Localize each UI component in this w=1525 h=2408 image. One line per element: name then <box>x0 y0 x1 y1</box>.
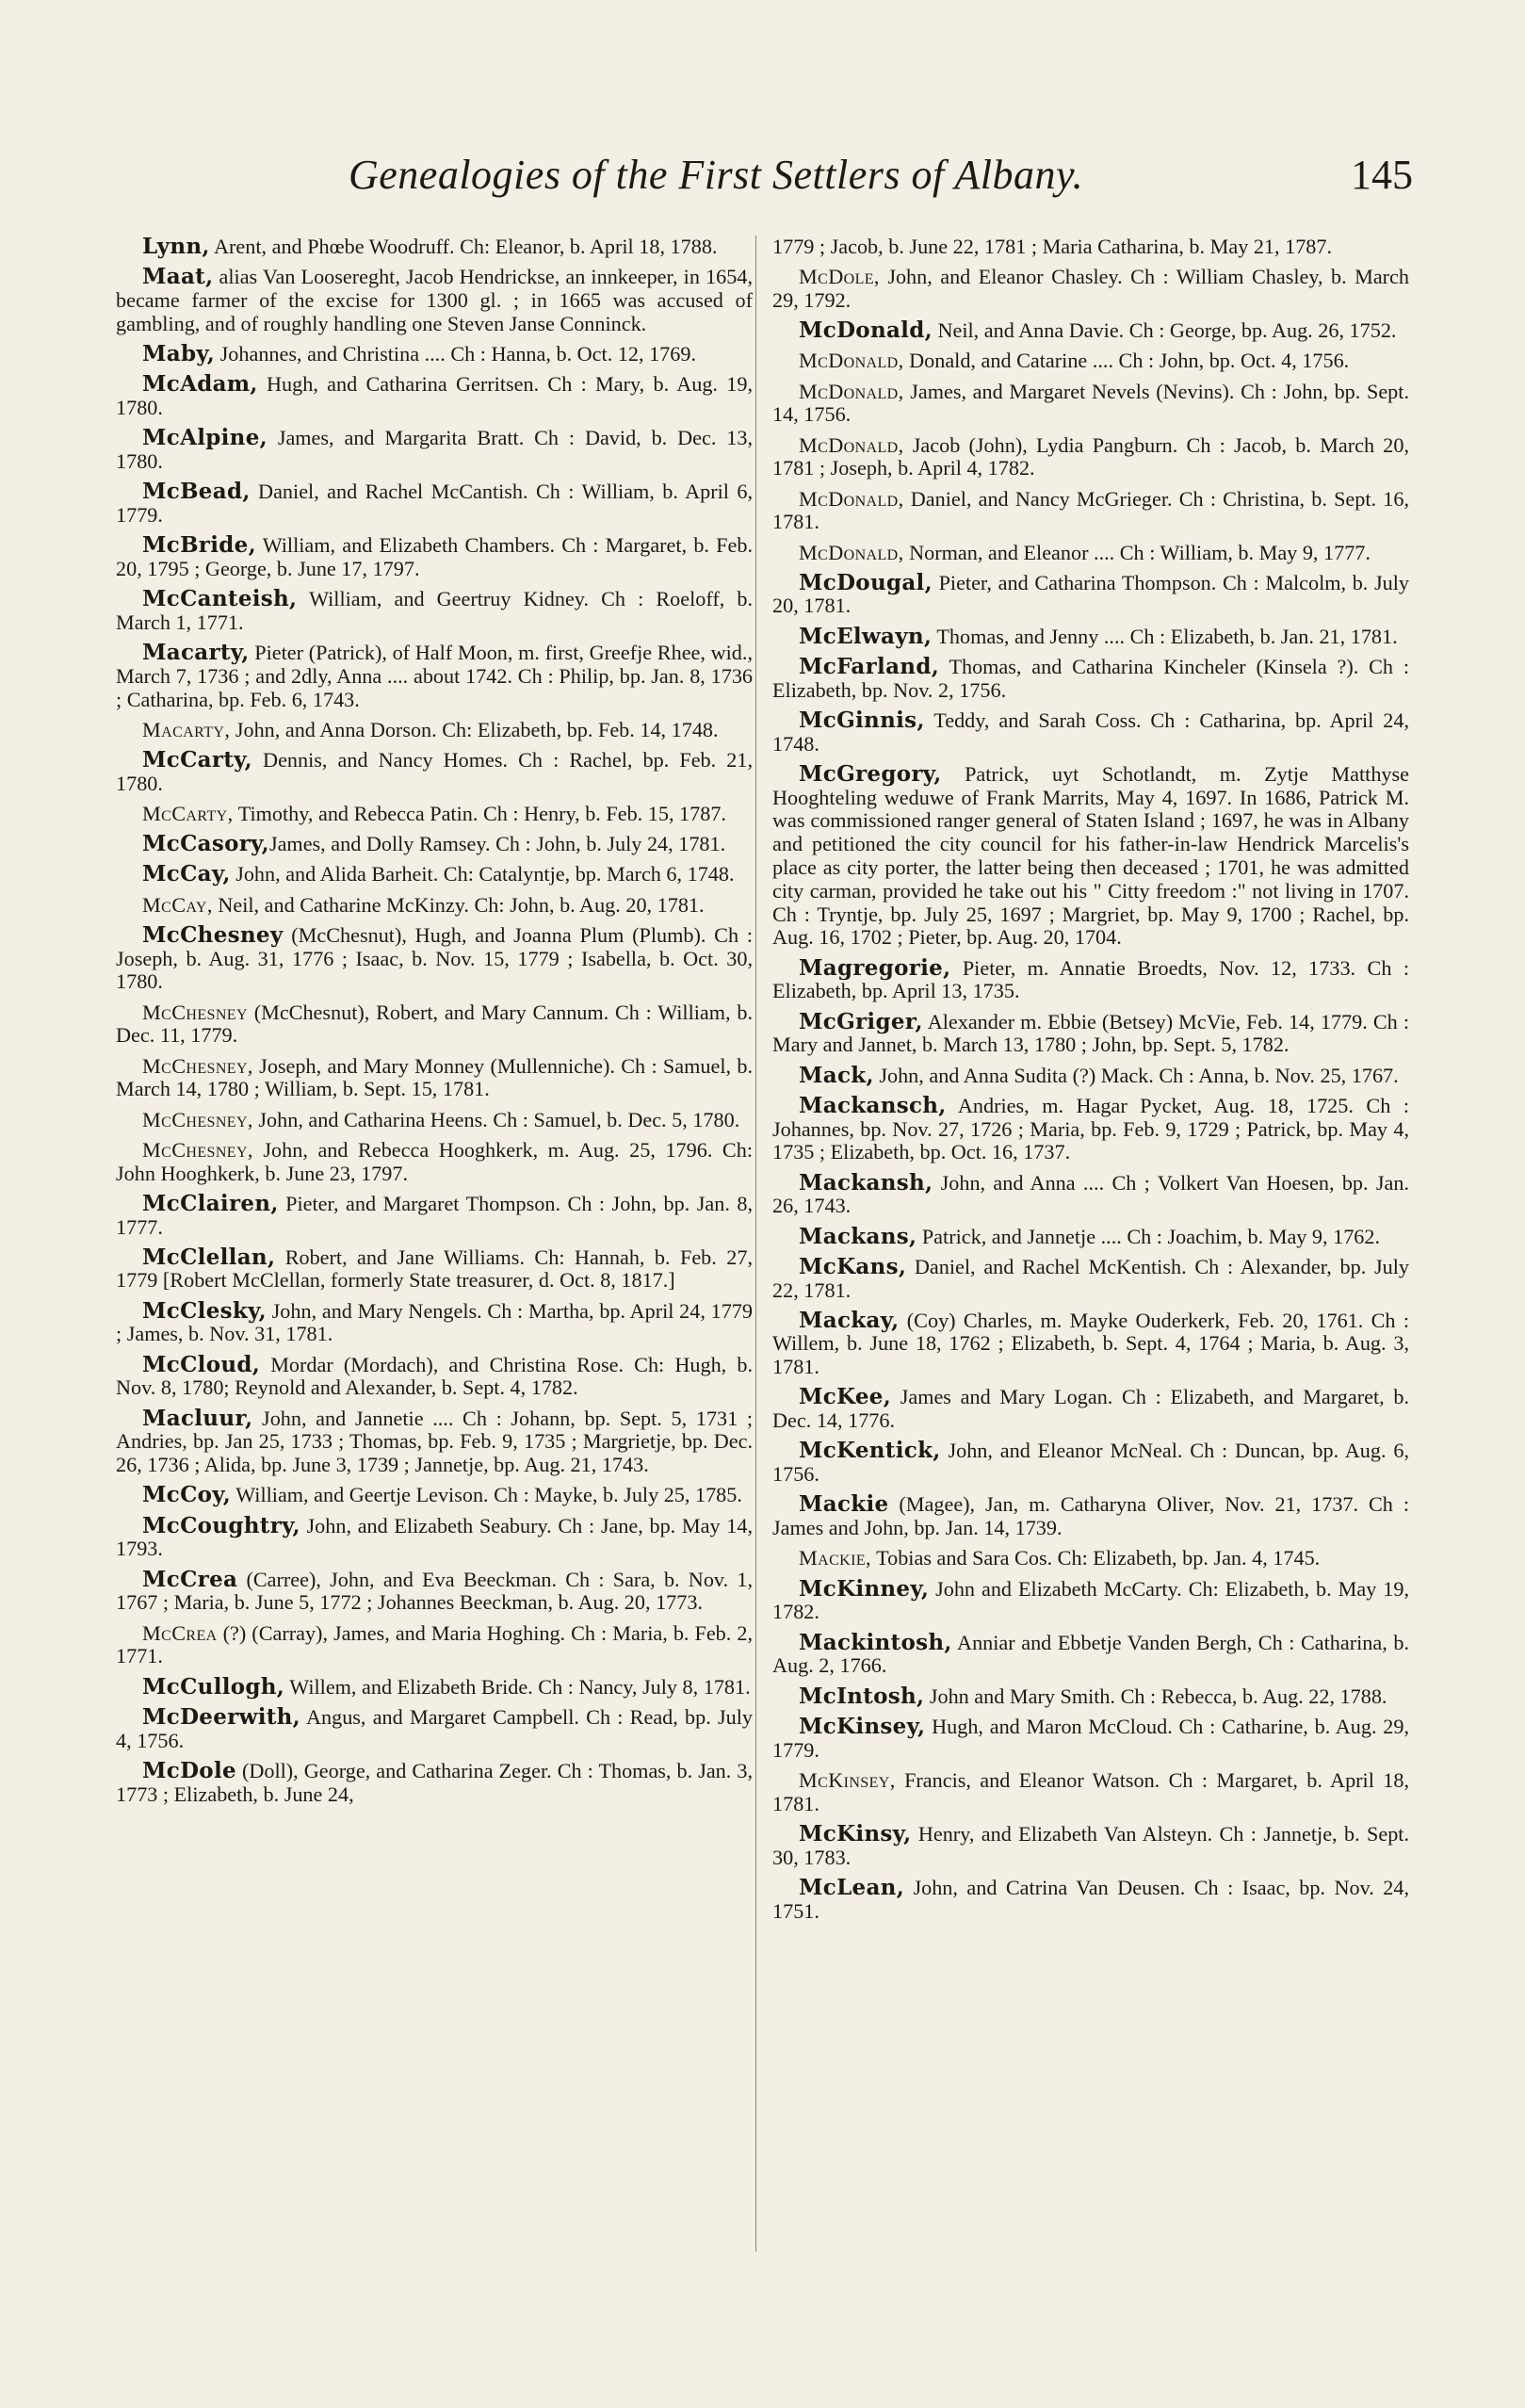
entry-text: Anniar and Ebbetje Vanden Bergh, Ch : Catharina, b. Aug. 2, 1766. <box>772 1630 1409 1678</box>
entry-text: Joseph, and Mary Monney (Mullenniche). Ch : Samuel, b. March 14, 1780 ; William, b. Sept. 15, 1781. <box>116 1053 753 1101</box>
genealogy-entry <box>772 381 1409 428</box>
entry-text: James, and Margarita Bratt. Ch : David, b. Dec. 13, 1780. <box>116 426 753 473</box>
genealogy-entry <box>772 350 1409 373</box>
entry-text: William, and Elizabeth Chambers. Ch : Margaret, b. Feb. 20, 1795 ; George, b. June 17, 1797. <box>116 533 753 580</box>
entry-surname: McGregory, <box>799 760 942 787</box>
entry-surname: Mack, <box>799 1062 874 1088</box>
entry-text: John, and Catrina Van Deusen. Ch : Isaac, bp. Nov. 24, 1751. <box>772 1875 1409 1923</box>
entry-surname: Lynn, <box>142 234 210 259</box>
entry-surname: McDonald, <box>799 540 904 564</box>
entry-surname: McChesney, <box>142 1137 253 1162</box>
running-head <box>349 151 1413 207</box>
entry-surname: McKinney, <box>799 1575 930 1602</box>
entry-surname: McCoughtry, <box>142 1512 300 1538</box>
entry-text: John and Elizabeth McCarty. Ch: Elizabeth, b. May 19, 1782. <box>772 1576 1409 1624</box>
entry-surname: Maby, <box>142 340 216 366</box>
entry-surname: McDonald, <box>799 486 904 511</box>
genealogy-entry <box>116 1757 753 1807</box>
genealogy-entry <box>772 623 1409 649</box>
entry-surname: McCarty, <box>142 747 252 773</box>
entry-text: Neil, and Catharine McKinzy. Ch: John, b. Aug. 20, 1781. <box>212 892 705 917</box>
genealogy-entry <box>772 1547 1409 1570</box>
entry-text: Patrick, and Jannetje .... Ch : Joachim, b. May 9, 1762. <box>917 1224 1381 1248</box>
entry-text: Jacob (John), Lydia Pangburn. Ch : Jacob, b. March 20, 1781 ; Joseph, b. April 4, 1782. <box>772 432 1409 480</box>
genealogy-entry <box>116 921 753 994</box>
genealogy-entry <box>772 488 1409 535</box>
entry-surname: McLean, <box>799 1874 905 1900</box>
entry-surname: McElwayn, <box>799 623 933 649</box>
genealogy-entry <box>772 542 1409 565</box>
genealogy-entry <box>116 427 753 474</box>
entry-surname: McCay, <box>142 861 231 887</box>
entry-text: Pieter (Patrick), of Half Moon, m. first, Greefje Rhee, wid., March 7, 1736 ; and 2dly, Anna .... about 1742. Ch : Philip, bp. Jan. 8, 1736 ; Catharina, bp. Feb. 6, 1743. <box>116 641 753 711</box>
entry-text: (Doll), George, and Catharina Zeger. Ch : Thomas, b. Jan. 3, 1773 ; Elizabeth, b. June 24, <box>116 1758 753 1806</box>
genealogy-entry <box>772 1092 1409 1164</box>
genealogy-entry <box>116 373 753 420</box>
entry-surname: McKans, <box>799 1253 907 1279</box>
entry-surname: McGriger, <box>799 1008 923 1034</box>
entry-surname: McChesney <box>142 1000 248 1024</box>
column-divider <box>755 236 756 2252</box>
genealogy-entry <box>116 1484 753 1507</box>
entry-text: (Magee), Jan, m. Catharyna Oliver, Nov. 21, 1737. Ch : James and John, bp. Jan. 14, 1739. <box>772 1492 1409 1540</box>
genealogy-entry <box>772 1820 1409 1870</box>
entry-text: John and Mary Smith. Ch : Rebecca, b. Aug. 22, 1788. <box>924 1684 1387 1708</box>
genealogy-entry <box>772 1008 1409 1058</box>
entry-surname: McDougal, <box>799 569 933 595</box>
entry-text: Dennis, and Nancy Homes. Ch : Rachel, bp. Feb. 21, 1780. <box>116 748 753 795</box>
entry-surname: McAlpine, <box>142 425 268 451</box>
genealogy-entry <box>772 1386 1409 1433</box>
entry-text: alias Van Loosereght, Jacob Hendrickse, an innkeeper, in 1654, became farmer of the excise for 1300 gl. ; in 1665 was accused of gambling, and of roughly handling one Steven Janse Conninck. <box>116 265 753 335</box>
entry-text: Thomas, and Catharina Kincheler (Kinsela ?). Ch : Elizabeth, bp. Nov. 2, 1756. <box>772 654 1409 702</box>
entry-surname: McKinsey, <box>799 1713 926 1739</box>
entry-text: (Coy) Charles, m. Mayke Ouderkerk, Feb. 20, 1761. Ch : Willem, b. June 18, 1762 ; Elizabeth, b. Sept. 4, 1764 ; Maria, b. Aug. 3, 1781. <box>772 1308 1409 1379</box>
genealogy-entry <box>116 1246 753 1293</box>
entry-surname: McGinnis, <box>799 707 925 733</box>
entry-surname: Mackie, <box>799 1546 871 1570</box>
entry-text: Thomas, and Jenny .... Ch : Elizabeth, b. Jan. 21, 1781. <box>932 624 1398 648</box>
entry-surname: McCullogh, <box>142 1673 285 1700</box>
genealogy-entry <box>772 236 1409 259</box>
entry-text: 1779 ; Jacob, b. June 22, 1781 ; Maria Catharina, b. May 21, 1787. <box>772 235 1333 258</box>
entry-surname: McDonald, <box>799 432 904 457</box>
entry-surname: Magregorie, <box>799 954 951 981</box>
entry-surname: McDole, <box>799 265 880 289</box>
running-title: Genealogies of the First Settlers of Albany. <box>349 152 1084 198</box>
entry-text: Francis, and Eleanor Watson. Ch : Margaret, b. April 18, 1781. <box>772 1767 1409 1815</box>
genealogy-entry <box>116 1190 753 1240</box>
genealogy-entry <box>772 1575 1409 1625</box>
genealogy-entry <box>772 1769 1409 1816</box>
genealogy-entry <box>116 1407 753 1477</box>
genealogy-entry <box>772 266 1409 313</box>
genealogy-entry <box>116 642 753 711</box>
entry-text: Timothy, and Rebecca Patin. Ch : Henry, b. Feb. 15, 1787. <box>233 802 726 826</box>
genealogy-entry <box>772 1440 1409 1487</box>
entry-text: (McChesnut), Hugh, and Joanna Plum (Plumb). Ch : Joseph, b. Aug. 31, 1776 ; Isaac, b. Nov. 15, 1779 ; Isabella, b. Oct. 30, 1780. <box>116 922 753 994</box>
genealogy-entry <box>772 1169 1409 1219</box>
genealogy-entry <box>116 588 753 635</box>
genealogy-entry <box>116 894 753 918</box>
genealogy-entry <box>116 719 753 742</box>
entry-surname: McCasory, <box>142 831 269 857</box>
entry-text: John, and Jannetie .... Ch : Johann, bp. Sept. 5, 1731 ; Andries, bp. Jan 25, 1733 ; Thomas, bp. Feb. 9, 1735 ; Margrietje, bp. Dec. 26, 1736 ; Alida, bp. June 3, 1739 ; Jannetje, bp. Aug. 21, 1743. <box>116 1406 753 1477</box>
genealogy-entry <box>772 954 1409 1004</box>
genealogy-entry <box>116 266 753 335</box>
entry-surname: McFarland, <box>799 653 940 679</box>
entry-text: William, and Geertje Levison. Ch : Mayke, b. July 25, 1785. <box>231 1483 742 1507</box>
entry-surname: Macarty, <box>142 717 231 741</box>
entry-surname: McDeerwith, <box>142 1703 300 1730</box>
entry-text: Mordar (Mordach), and Christina Rose. Ch: Hugh, b. Nov. 8, 1780; Reynold and Alexander, b. Sept. 4, 1782. <box>116 1352 753 1400</box>
entry-text: Patrick, uyt Schotlandt, m. Zytje Matthyse Hooghteling weduwe of Frank Marrits, May 4, 1697. In 1686, Patrick M. was commissioned ranger general of Staten Island ; 1697, he was in Albany and petitioned the city council for his father-in-law Hendrick Marcelis's place as city porter, the latter being then deceased ; 1701, he was admitted city carman, provided he take out his " Citty freedom :" not living in 1707. Ch : Tryntje, bp. July 25, 1697 ; Margriet, bp. May 9, 1700 ; Rachel, bp. Aug. 16, 1702 ; Pieter, bp. Aug. 20, 1704. <box>772 761 1409 950</box>
entry-text: John, and Anna Dorson. Ch: Elizabeth, bp. Feb. 14, 1748. <box>230 717 719 741</box>
entry-text: John, and Anna Sudita (?) Mack. Ch : Anna, b. Nov. 25, 1767. <box>873 1063 1399 1087</box>
genealogy-entry <box>772 1223 1409 1249</box>
genealogy-entry <box>116 749 753 796</box>
genealogy-entry <box>772 1629 1409 1679</box>
genealogy-entry <box>116 1297 753 1347</box>
entry-surname: McKinsey, <box>799 1767 896 1792</box>
entry-surname: McCanteish, <box>142 586 298 612</box>
entry-text: Robert, and Jane Williams. Ch: Hannah, b. Feb. 27, 1779 [Robert McClellan, formerly State treasurer, d. Oct. 8, 1817.] <box>116 1245 753 1293</box>
entry-surname: McDonald, <box>799 317 933 344</box>
genealogy-entry <box>116 1566 753 1616</box>
entry-surname: McIntosh, <box>799 1683 925 1709</box>
entry-surname: McCay, <box>142 892 213 917</box>
entry-text: Angus, and Margaret Campbell. Ch : Read, bp. July 4, 1756. <box>116 1704 753 1752</box>
entry-text: Donald, and Catarine .... Ch : John, bp. Oct. 4, 1756. <box>903 349 1350 373</box>
entry-text: Johannes, and Christina .... Ch : Hanna, b. Oct. 12, 1769. <box>215 341 696 366</box>
entry-surname: McKee, <box>799 1384 892 1410</box>
entry-surname: McClesky, <box>142 1297 267 1324</box>
genealogy-entry <box>116 480 753 528</box>
entry-text: Daniel, and Rachel McCantish. Ch : William, b. April 6, 1779. <box>116 480 753 527</box>
genealogy-entry <box>772 1493 1409 1540</box>
genealogy-entry <box>116 833 753 856</box>
entry-surname: Mackay, <box>799 1307 900 1333</box>
entry-surname: McKinsy, <box>799 1820 912 1847</box>
entry-text: John, and Rebecca Hooghkerk, m. Aug. 25, 1796. Ch: John Hooghkerk, b. June 23, 1797. <box>116 1137 753 1185</box>
entry-text: Henry, and Elizabeth Van Alsteyn. Ch : Jannetje, b. Sept. 30, 1783. <box>772 1821 1409 1869</box>
entry-surname: McCarty, <box>142 802 234 826</box>
entry-text: John, and Mary Nengels. Ch : Martha, bp. April 24, 1779 ; James, b. Nov. 31, 1781. <box>116 1298 753 1346</box>
entry-text: Andries, m. Hagar Pycket, Aug. 18, 1725. Ch : Johannes, bp. Nov. 27, 1726 ; Maria, bp. Feb. 9, 1729 ; Patrick, bp. May 4, 1735 ; Elizabeth, bp. Oct. 16, 1737. <box>772 1093 1409 1164</box>
entry-surname: McBride, <box>142 532 256 559</box>
entry-surname: Macarty, <box>142 640 250 666</box>
entry-surname: McBead, <box>142 479 251 505</box>
genealogy-entry <box>116 1109 753 1132</box>
entry-surname: McAdam, <box>142 371 258 398</box>
genealogy-entry <box>772 1874 1409 1924</box>
entry-text: Pieter, and Catharina Thompson. Ch : Malcolm, b. July 20, 1781. <box>772 570 1409 618</box>
entry-surname: McChesney <box>142 921 284 948</box>
entry-surname: Maat, <box>142 264 214 290</box>
genealogy-entry <box>116 1139 753 1186</box>
genealogy-entry <box>116 1512 753 1562</box>
entry-text: Willem, and Elizabeth Bride. Ch : Nancy, July 8, 1781. <box>284 1674 751 1699</box>
genealogy-entry <box>116 1055 753 1102</box>
right-column <box>772 236 1409 1930</box>
genealogy-entry <box>772 434 1409 481</box>
entry-text: James, and Margaret Nevels (Nevins). Ch : John, bp. Sept. 14, 1756. <box>772 379 1409 427</box>
genealogy-entry <box>772 709 1409 757</box>
entry-text: James and Mary Logan. Ch : Elizabeth, and Margaret, b. Dec. 14, 1776. <box>772 1385 1409 1433</box>
genealogy-entry <box>116 1703 753 1753</box>
entry-surname: McChesney, <box>142 1107 253 1131</box>
entry-text: Norman, and Eleanor .... Ch : William, b. May 9, 1777. <box>903 540 1371 564</box>
entry-surname: McKentick, <box>799 1438 941 1464</box>
entry-text: Daniel, and Nancy McGrieger. Ch : Christina, b. Sept. 16, 1781. <box>772 486 1409 534</box>
entry-text: William, and Geertruy Kidney. Ch : Roeloff, b. March 1, 1771. <box>116 587 753 634</box>
entry-surname: Mackansch, <box>799 1092 947 1118</box>
entry-surname: Mackans, <box>799 1223 917 1249</box>
entry-surname: Mackansh, <box>799 1169 933 1196</box>
entry-text: John, and Eleanor McNeal. Ch : Duncan, bp. Aug. 6, 1756. <box>772 1439 1409 1487</box>
entry-surname: McCloud, <box>142 1351 261 1377</box>
entry-surname: Mackie <box>799 1491 889 1518</box>
entry-text: James, and Dolly Ramsey. Ch : John, b. July 24, 1781. <box>268 832 726 856</box>
genealogy-entry <box>116 803 753 826</box>
entry-text: Alexander m. Ebbie (Betsey) McVie, Feb. 14, 1779. Ch : Mary and Jannet, b. March 13, 1780 ; John, bp. Sept. 5, 1782. <box>772 1009 1409 1057</box>
entry-text: Daniel, and Rachel McKentish. Ch : Alexander, bp. July 22, 1781. <box>772 1254 1409 1302</box>
entry-text: Arent, and Phœbe Woodruff. Ch: Eleanor, b. April 18, 1788. <box>209 235 718 258</box>
entry-surname: Mackintosh, <box>799 1629 952 1655</box>
entry-text: (Carree), John, and Eva Beeckman. Ch : Sara, b. Nov. 1, 1767 ; Maria, b. June 5, 1772 ; Johannes Beeckman, b. Aug. 20, 1773. <box>116 1567 753 1615</box>
entry-surname: McCrea <box>142 1620 218 1645</box>
genealogy-entry <box>116 534 753 581</box>
entry-surname: McDole <box>142 1757 236 1783</box>
entry-text: John, and Catharina Heens. Ch : Samuel, b. Dec. 5, 1780. <box>252 1107 740 1131</box>
entry-text: Pieter, m. Annatie Broedts, Nov. 12, 1733. Ch : Elizabeth, bp. April 13, 1735. <box>772 955 1409 1003</box>
entry-surname: McChesney, <box>142 1053 253 1078</box>
entry-surname: McCrea <box>142 1566 238 1592</box>
entry-surname: McCoy, <box>142 1482 232 1508</box>
genealogy-entry <box>772 1062 1409 1088</box>
page-number: 145 <box>1351 152 1413 198</box>
entry-text: Teddy, and Sarah Coss. Ch : Catharina, bp. April 24, 1748. <box>772 708 1409 756</box>
entry-text: (?) (Carray), James, and Maria Hoghing. Ch : Maria, b. Feb. 2, 1771. <box>116 1620 753 1668</box>
left-column <box>116 236 753 1814</box>
entry-text: John, and Alida Barheit. Ch: Catalyntje, bp. March 6, 1748. <box>230 862 735 887</box>
genealogy-entry <box>772 569 1409 619</box>
entry-text: Pieter, and Margaret Thompson. Ch : John, bp. Jan. 8, 1777. <box>116 1191 753 1239</box>
genealogy-entry <box>116 1673 753 1700</box>
entry-surname: McClellan, <box>142 1244 276 1270</box>
genealogy-entry <box>772 319 1409 343</box>
entry-text: John, and Anna .... Ch ; Volkert Van Hoesen, bp. Jan. 26, 1743. <box>772 1170 1409 1218</box>
entry-surname: McDonald, <box>799 379 904 403</box>
genealogy-entry <box>772 760 1409 950</box>
genealogy-entry <box>116 236 753 259</box>
genealogy-entry <box>772 653 1409 703</box>
genealogy-entry <box>116 340 753 366</box>
genealogy-entry <box>772 1307 1409 1379</box>
entry-text: Tobias and Sara Cos. Ch: Elizabeth, bp. Jan. 4, 1745. <box>870 1546 1321 1570</box>
entry-text: John, and Eleanor Chasley. Ch : William Chasley, b. March 29, 1792. <box>772 265 1409 312</box>
entry-text: (McChesnut), Robert, and Mary Cannum. Ch : William, b. Dec. 11, 1779. <box>116 1000 753 1048</box>
entry-surname: McDonald, <box>799 349 904 373</box>
entry-text: Hugh, and Catharina Gerritsen. Ch : Mary, b. Aug. 19, 1780. <box>116 372 753 419</box>
genealogy-entry <box>772 1685 1409 1709</box>
entry-text: Neil, and Anna Davie. Ch : George, bp. Aug. 26, 1752. <box>932 318 1397 343</box>
entry-surname: Macluur, <box>142 1405 253 1431</box>
entry-text: John, and Elizabeth Seabury. Ch : Jane, bp. May 14, 1793. <box>116 1513 753 1561</box>
entry-surname: McClairen, <box>142 1190 279 1216</box>
genealogy-entry <box>772 1253 1409 1303</box>
genealogy-entry <box>116 863 753 887</box>
genealogy-entry <box>116 1622 753 1669</box>
genealogy-entry <box>116 1001 753 1049</box>
entry-text: Hugh, and Maron McCloud. Ch : Catharine, b. Aug. 29, 1779. <box>772 1714 1409 1762</box>
genealogy-entry <box>772 1713 1409 1763</box>
genealogy-entry <box>116 1351 753 1401</box>
